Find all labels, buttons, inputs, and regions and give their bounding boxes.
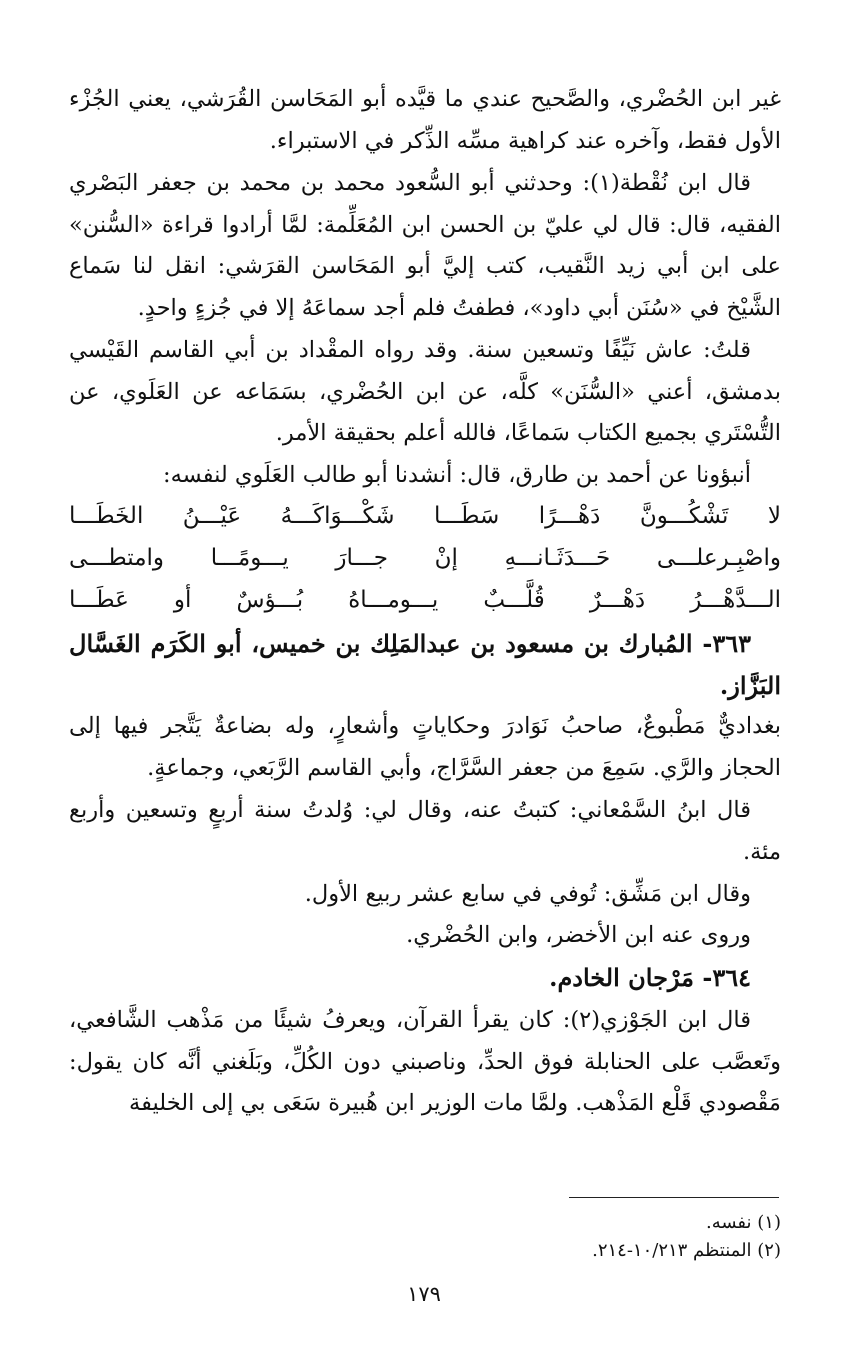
verse-line-3: الـــدَّهْـــرُ دَهْـــرٌ قُلَّـــبٌ يـــومـــاهُ بُـــؤسٌ أو عَطَـــا — [69, 587, 781, 613]
paragraph-3: قلتُ: عاش نَيِّفًا وتسعين سنة. وقد رواه المقْداد بن أبي القاسم القَيْسي بدمشق، أعني «السُّنَن» كلَّه، عن ابن الحُضْري، بسَمَاعه عن العَلَوي، عن التُّسْتَري بجميع الكتاب سَماعًا، فالله أعلم بحقيقة الأمر. — [69, 337, 781, 446]
paragraph-5: بغداديٌّ مَطْبوعٌ، صاحبُ نَوَادرَ وحكاياتٍ وأشعارٍ، وله بضاعةٌ يَتَّجر فيها إلى الحجاز والرَّي. سَمِعَ من جعفر السَّرَّاج، وأبي القاسم الرَّبَعي، وجماعةٍ. — [69, 713, 781, 781]
entry-363-heading: ٣٦٣- المُبارك بن مسعود بن عبدالمَلِك بن خميس، أبو الكَرَم الغَسَّال البَزَّاز. — [69, 629, 781, 700]
entry-364-heading: ٣٦٤- مَرْجان الخادم. — [549, 963, 751, 992]
verse-line-1: لا تَشْكُـــونَّ دَهْـــرًا سَطَـــا شَكْـــوَاكَـــهُ عَيْـــنُ الخَطَـــا — [69, 503, 781, 529]
paragraph-6: قال ابنُ السَّمْعاني: كتبتُ عنه، وقال لي: وُلدتُ سنة أربعٍ وتسعين وأربع مئة. — [69, 797, 781, 865]
paragraph-1: غير ابن الحُضْري، والصَّحيح عندي ما قيَّده أبو المَحَاسن القُرَشي، يعني الجُزْء الأول فقط، وآخره عند كراهية مسِّه الذِّكر في الاستبراء. — [69, 86, 782, 154]
page-number: ١٧٩ — [407, 1282, 441, 1306]
paragraph-2: قال ابن نُقْطة(١): وحدثني أبو السُّعود محمد بن محمد بن جعفر البَصْري الفقيه، قال: قال لي عليّ بن الحسن ابن المُعَلِّمة: لمَّا أرادوا قراءة «السُّنن» على ابن أبي زيد النَّقيب، كتب إليَّ أبو المَحَاسن القرَشي: انقل لنا سَماع الشَّيْخ في «سُنَن أبي داود»، فطفتُ فلم أجد سماعَهُ إلا في جُزءٍ واحدٍ. — [69, 170, 781, 321]
paragraph-8: وروى عنه ابن الأخضر، وابن الحُضْري. — [406, 922, 751, 948]
footnote-1: (١) نفسه. — [706, 1212, 781, 1233]
paragraph-7: وقال ابن مَشِّق: تُوفي في سابع عشر ربيع الأول. — [304, 881, 751, 907]
footnote-2: (٢) المنتظم ١٠/٢١٣-٢١٤. — [592, 1240, 781, 1261]
verse-line-2: واصْبِـرعلـــى حَـــدَثَـانـــهِ إنْ جـــارَ يـــومًـــا وامتطـــى — [69, 545, 781, 571]
footnote-separator — [569, 1197, 779, 1198]
paragraph-4: أنبؤونا عن أحمد بن طارق، قال: أنشدنا أبو طالب العَلَوي لنفسه: — [163, 462, 751, 488]
paragraph-9: قال ابن الجَوْزي(٢): كان يقرأ القرآن، ويعرفُ شيئًا من مَذْهب الشَّافعي، وتَعصَّب على الحنابلة فوق الحدِّ، وناصبني دون الكُلِّ، وبَلَغني أنَّه كان يقول: مَقْصودي قَلْع المَذْهب. ولمَّا مات الوزير ابن هُبيرة سَعَى بي إلى الخليفة — [69, 1007, 781, 1116]
